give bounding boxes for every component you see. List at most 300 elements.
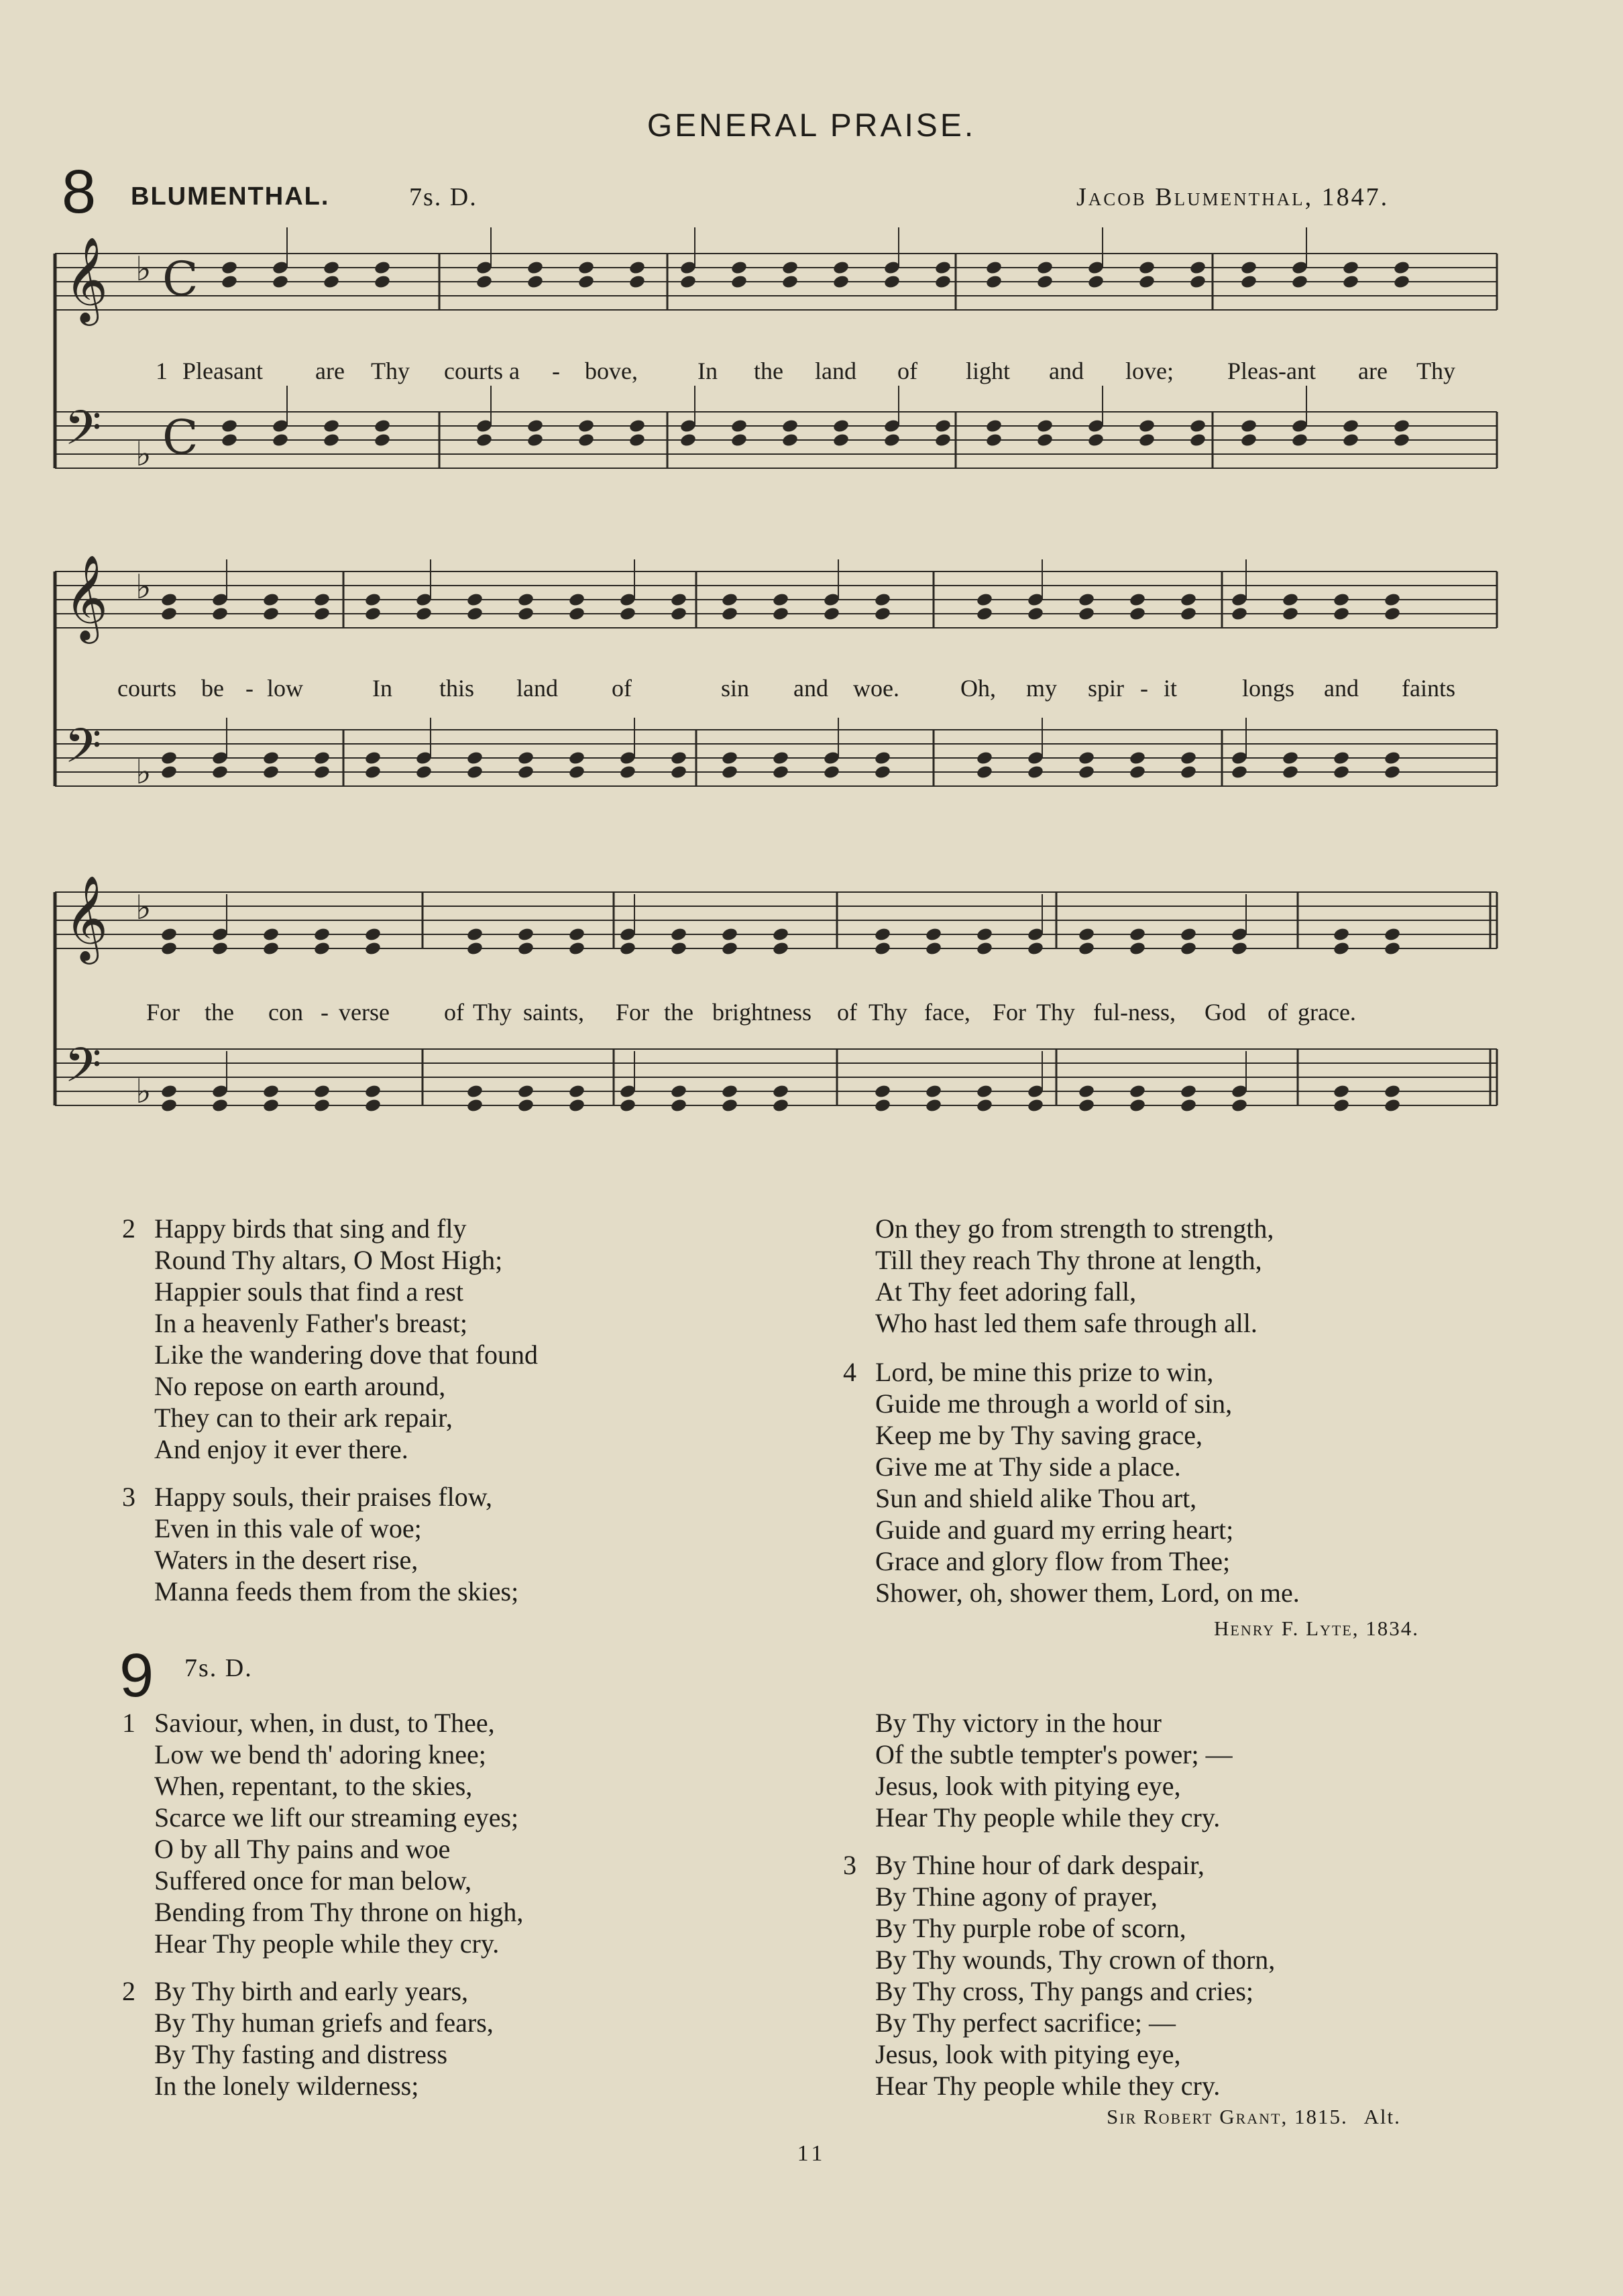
lyric-syllable: and (1324, 675, 1359, 702)
note-head (1240, 274, 1257, 290)
stanza-line: Happy birds that sing and fly (154, 1213, 467, 1244)
stanza-line: Happy souls, their praises flow, (154, 1482, 492, 1512)
stanza-number: 3 (843, 1850, 856, 1880)
note-head (1180, 765, 1197, 780)
bass-clef: 𝄢 (64, 400, 102, 468)
note-head (160, 941, 178, 956)
lyric-syllable: of (837, 999, 857, 1026)
lyric-syllable: low (267, 675, 303, 702)
note-head (1333, 592, 1350, 608)
note-head (1384, 606, 1401, 622)
note-head (1036, 433, 1054, 448)
stanza-line: Bending from Thy throne on high, (154, 1897, 524, 1927)
lyric-syllable: land (516, 675, 558, 702)
note-head (925, 1098, 942, 1113)
lyric-syllable: Oh, (960, 675, 996, 702)
stanza-line: No repose on earth around, (154, 1371, 446, 1401)
note-head (1129, 927, 1146, 942)
note-head (160, 927, 178, 942)
note-head (985, 433, 1003, 448)
note-head (1393, 260, 1410, 276)
note-head (313, 1098, 331, 1113)
lyric-syllable: ful-ness, (1093, 999, 1176, 1026)
lyric-syllable: God (1205, 999, 1246, 1026)
hymn-8-stanza-3 (122, 1481, 519, 1607)
note-head (976, 927, 993, 942)
note-head (1333, 606, 1350, 622)
hymn-8-composer: Jacob Blumenthal, 1847. (1076, 183, 1390, 211)
note-head (1384, 1084, 1401, 1099)
hymn-8-number: 8 (62, 158, 97, 226)
note-head (1333, 751, 1350, 766)
note-head (262, 765, 280, 780)
note-head (832, 419, 850, 434)
note-head (1036, 260, 1054, 276)
note-head (364, 765, 382, 780)
note-head (466, 592, 484, 608)
lyric-syllable: of (444, 999, 464, 1026)
hymn-8-meter: 7s. D. (409, 183, 478, 211)
note-head (730, 274, 748, 290)
note-head (517, 592, 535, 608)
stanza-line: Suffered once for man below, (154, 1865, 472, 1896)
note-head (781, 274, 799, 290)
note-head (1180, 927, 1197, 942)
note-head (976, 1098, 993, 1113)
lyric-syllable: light (966, 358, 1011, 384)
note-head (772, 1084, 789, 1099)
note-head (985, 260, 1003, 276)
lyric-syllable: love; (1125, 358, 1174, 384)
note-head (832, 274, 850, 290)
note-head (874, 606, 891, 622)
note-head (985, 419, 1003, 434)
note-head (262, 1098, 280, 1113)
flat-sign: ♭ (135, 1072, 152, 1111)
note-head (1078, 1084, 1095, 1099)
note-head (1231, 941, 1248, 956)
stanza-line: Hear Thy people while they cry. (875, 1802, 1221, 1833)
stanza-line: By Thy victory in the hour (875, 1708, 1162, 1738)
note-head (1138, 274, 1156, 290)
note-head (730, 419, 748, 434)
lyric-syllable: bove, (585, 358, 638, 384)
lyric-syllable: longs (1242, 675, 1295, 702)
lyric-syllable: con (268, 999, 303, 1026)
time-signature: C (162, 252, 199, 307)
note-head (721, 927, 738, 942)
lyric-syllable: of (1268, 999, 1288, 1026)
time-signature: C (162, 410, 199, 465)
note-head (262, 941, 280, 956)
lyric-syllable: For (993, 999, 1027, 1026)
note-head (670, 1098, 687, 1113)
note-head (1282, 592, 1299, 608)
note-head (772, 941, 789, 956)
note-head (1189, 274, 1207, 290)
note-head (883, 274, 901, 290)
note-head (466, 1098, 484, 1113)
stanza-line: By Thy cross, Thy pangs and cries; (875, 1976, 1254, 2006)
lyric-syllable: courts a (444, 358, 520, 384)
note-head (874, 1098, 891, 1113)
note-head (1333, 927, 1350, 942)
stanza-line: Of the subtle tempter's power; — (875, 1739, 1233, 1769)
note-head (721, 765, 738, 780)
note-head (1027, 941, 1044, 956)
note-head (262, 751, 280, 766)
note-head (466, 606, 484, 622)
note-head (313, 606, 331, 622)
note-head (1342, 274, 1359, 290)
note-head (1129, 941, 1146, 956)
note-head (1180, 941, 1197, 956)
lyric-syllable: Thy (371, 358, 410, 384)
note-head (568, 592, 585, 608)
note-head (628, 419, 646, 434)
note-head (730, 260, 748, 276)
note-head (874, 927, 891, 942)
note-head (1129, 1084, 1146, 1099)
note-head (568, 765, 585, 780)
treble-clef: 𝄞 (64, 554, 109, 640)
note-head (1138, 433, 1156, 448)
flat-sign: ♭ (135, 435, 152, 474)
lyric-syllable: and (793, 675, 828, 702)
note-head (568, 1098, 585, 1113)
note-head (721, 606, 738, 622)
note-head (1180, 751, 1197, 766)
stanza-line: Round Thy altars, O Most High; (154, 1245, 503, 1275)
stanza-line: Scarce we lift our streaming eyes; (154, 1802, 519, 1833)
lyric-syllable: my (1026, 675, 1058, 702)
lyric-syllable: In (697, 358, 718, 384)
flat-sign: ♭ (135, 567, 152, 606)
lyric-syllable: of (612, 675, 632, 702)
note-head (730, 433, 748, 448)
hymn-8-stanza-3-continued (875, 1213, 1274, 1339)
note-head (934, 260, 952, 276)
note-head (160, 765, 178, 780)
stanza-number: 1 (122, 1708, 135, 1738)
note-head (1087, 433, 1105, 448)
note-head (832, 260, 850, 276)
note-head (934, 433, 952, 448)
note-head (517, 1084, 535, 1099)
note-head (568, 941, 585, 956)
note-head (1027, 606, 1044, 622)
stanza-line: Low we bend th' adoring knee; (154, 1739, 486, 1769)
stanza-line: Give me at Thy side a place. (875, 1452, 1181, 1482)
note-head (1342, 433, 1359, 448)
note-head (1282, 765, 1299, 780)
stanza-line: Shower, oh, shower them, Lord, on me. (875, 1578, 1300, 1608)
note-head (721, 592, 738, 608)
note-head (976, 765, 993, 780)
note-head (781, 260, 799, 276)
bass-clef: 𝄢 (64, 1038, 102, 1105)
stanza-line: Keep me by Thy saving grace, (875, 1420, 1202, 1450)
flat-sign: ♭ (135, 888, 152, 927)
note-head (823, 765, 840, 780)
note-head (1027, 765, 1044, 780)
note-head (415, 765, 433, 780)
hymn-9-author-note: Alt. (1363, 2105, 1401, 2128)
note-head (1333, 941, 1350, 956)
note-head (517, 941, 535, 956)
note-head (1384, 927, 1401, 942)
note-head (313, 592, 331, 608)
hymn-9-author-name: Sir Robert Grant, 1815. (1107, 2105, 1348, 2128)
stanza-line: Saviour, when, in dust, to Thee, (154, 1708, 495, 1738)
note-head (466, 765, 484, 780)
lyric-syllable: the (664, 999, 693, 1026)
note-head (364, 1098, 382, 1113)
note-head (364, 751, 382, 766)
note-head (1129, 592, 1146, 608)
lyric-syllable: it (1164, 675, 1178, 702)
page-header: GENERAL PRAISE. (647, 108, 976, 144)
stanza-line: At Thy feet adoring fall, (875, 1276, 1137, 1307)
note-head (619, 941, 636, 956)
note-head (1078, 941, 1095, 956)
hymn-9-stanza-1 (122, 1707, 524, 1959)
flat-sign: ♭ (135, 250, 152, 288)
stanza-number: 4 (843, 1357, 856, 1387)
note-head (211, 1098, 229, 1113)
lyric-syllable: In (372, 675, 392, 702)
note-head (160, 592, 178, 608)
treble-clef: 𝄞 (64, 236, 109, 322)
stanza-line: By Thy fasting and distress (154, 2039, 448, 2069)
lyric-syllable: are (315, 358, 345, 384)
note-head (577, 260, 595, 276)
note-head (364, 1084, 382, 1099)
note-head (1087, 274, 1105, 290)
note-head (832, 433, 850, 448)
hymn-9-author (1107, 2105, 1401, 2129)
note-head (925, 1084, 942, 1099)
note-head (619, 606, 636, 622)
page-number: 11 (797, 2141, 826, 2166)
note-head (221, 433, 238, 448)
note-head (1078, 765, 1095, 780)
lyric-syllable: - (321, 999, 329, 1026)
note-head (568, 751, 585, 766)
note-head (568, 1084, 585, 1099)
lyric-syllable: are (1358, 358, 1388, 384)
lyric-syllable: Pleas-ant (1227, 358, 1316, 384)
note-head (577, 274, 595, 290)
note-head (272, 433, 289, 448)
flat-sign: ♭ (135, 753, 152, 791)
stanza-line: Who hast led them safe through all. (875, 1308, 1257, 1338)
stanza-line: By Thy purple robe of scorn, (875, 1913, 1186, 1943)
note-head (721, 751, 738, 766)
note-head (526, 433, 544, 448)
note-head (619, 1098, 636, 1113)
note-head (374, 274, 391, 290)
note-head (1036, 274, 1054, 290)
bass-clef: 𝄢 (64, 718, 102, 785)
note-head (985, 274, 1003, 290)
note-head (1333, 1084, 1350, 1099)
note-head (262, 927, 280, 942)
note-head (1384, 1098, 1401, 1113)
lyric-syllable: saints, (523, 999, 585, 1026)
note-head (313, 941, 331, 956)
note-head (772, 927, 789, 942)
lyric-syllable: sin (721, 675, 750, 702)
lyric-syllable: Thy (1036, 999, 1075, 1026)
note-head (313, 927, 331, 942)
note-head (374, 419, 391, 434)
note-head (1078, 751, 1095, 766)
note-head (679, 274, 697, 290)
note-head (364, 606, 382, 622)
hymn-9-meter: 7s. D. (184, 1654, 253, 1682)
note-head (670, 1084, 687, 1099)
note-head (262, 1084, 280, 1099)
note-head (1129, 765, 1146, 780)
note-head (526, 260, 544, 276)
hymn-9-stanza-2 (122, 1975, 494, 2101)
stanza-line: When, repentant, to the skies, (154, 1771, 473, 1801)
note-head (1189, 419, 1207, 434)
note-head (1342, 419, 1359, 434)
stanza-line: Jesus, look with pitying eye, (875, 1771, 1181, 1801)
note-head (772, 765, 789, 780)
note-head (517, 927, 535, 942)
note-head (364, 592, 382, 608)
note-head (466, 1084, 484, 1099)
note-head (1333, 1098, 1350, 1113)
lyric-syllable: woe. (853, 675, 899, 702)
lyric-syllable: For (146, 999, 180, 1026)
note-head (211, 941, 229, 956)
stanza-line: And enjoy it ever there. (154, 1434, 408, 1464)
lyric-syllable: Thy (473, 999, 512, 1026)
note-head (1036, 419, 1054, 434)
note-head (272, 274, 289, 290)
note-head (568, 606, 585, 622)
lyric-syllable: Pleasant (182, 358, 263, 384)
stanza-line: They can to their ark repair, (154, 1403, 453, 1433)
lyric-syllable: - (245, 675, 254, 702)
note-head (1231, 606, 1248, 622)
note-head (1180, 1098, 1197, 1113)
note-head (1291, 433, 1308, 448)
note-head (221, 419, 238, 434)
note-head (262, 592, 280, 608)
stanza-line: In the lonely wilderness; (154, 2071, 419, 2101)
note-head (976, 606, 993, 622)
note-head (221, 274, 238, 290)
note-head (883, 433, 901, 448)
note-head (1342, 260, 1359, 276)
note-head (1078, 606, 1095, 622)
stanza-line: Grace and glory flow from Thee; (875, 1546, 1231, 1576)
stanza-line: Jesus, look with pitying eye, (875, 2039, 1181, 2069)
note-head (1138, 419, 1156, 434)
note-head (781, 419, 799, 434)
stanza-line: Hear Thy people while they cry. (875, 2071, 1221, 2101)
note-head (160, 751, 178, 766)
lyric-syllable: the (754, 358, 783, 384)
hymn-8-stanza-4 (843, 1356, 1300, 1608)
note-head (323, 419, 340, 434)
stanza-number: 2 (122, 1213, 135, 1244)
treble-clef: 𝄞 (64, 875, 109, 961)
hymn-8-tune-name: BLUMENTHAL. (131, 182, 330, 211)
note-head (1189, 433, 1207, 448)
note-head (323, 260, 340, 276)
note-head (628, 433, 646, 448)
stanza-line: Happier souls that find a rest (154, 1276, 463, 1307)
note-head (1393, 274, 1410, 290)
stanza-line: O by all Thy pains and woe (154, 1834, 451, 1864)
note-head (1180, 1084, 1197, 1099)
stanza-line: By Thine agony of prayer, (875, 1881, 1158, 1912)
note-head (1384, 765, 1401, 780)
note-head (568, 927, 585, 942)
note-head (976, 941, 993, 956)
note-head (1129, 606, 1146, 622)
note-head (211, 765, 229, 780)
lyric-syllable: grace. (1298, 999, 1356, 1026)
note-head (976, 1084, 993, 1099)
stanza-line: Manna feeds them from the skies; (154, 1576, 519, 1606)
note-head (466, 751, 484, 766)
lyric-syllable: - (552, 358, 560, 384)
note-head (925, 941, 942, 956)
note-head (1231, 765, 1248, 780)
note-head (628, 260, 646, 276)
note-head (1180, 592, 1197, 608)
note-head (577, 433, 595, 448)
stanza-line: Waters in the desert rise, (154, 1545, 418, 1575)
stanza-line: On they go from strength to strength, (875, 1213, 1274, 1244)
note-head (874, 765, 891, 780)
note-head (874, 751, 891, 766)
note-head (415, 606, 433, 622)
note-head (211, 606, 229, 622)
note-head (221, 260, 238, 276)
note-head (517, 751, 535, 766)
note-head (670, 606, 687, 622)
note-head (1291, 274, 1308, 290)
note-head (466, 941, 484, 956)
note-head (772, 751, 789, 766)
lyric-syllable: Thy (869, 999, 907, 1026)
note-head (772, 592, 789, 608)
note-head (874, 941, 891, 956)
note-head (925, 927, 942, 942)
note-head (313, 1084, 331, 1099)
note-head (679, 433, 697, 448)
stanza-line: Even in this vale of woe; (154, 1513, 422, 1543)
note-head (772, 606, 789, 622)
note-head (823, 606, 840, 622)
hymn-9-stanza-2-continued (875, 1707, 1233, 1833)
note-head (1231, 1098, 1248, 1113)
stanza-line: Guide me through a world of sin, (875, 1388, 1233, 1419)
note-head (517, 765, 535, 780)
note-head (1282, 606, 1299, 622)
note-head (934, 274, 952, 290)
note-head (1189, 260, 1207, 276)
note-head (670, 765, 687, 780)
